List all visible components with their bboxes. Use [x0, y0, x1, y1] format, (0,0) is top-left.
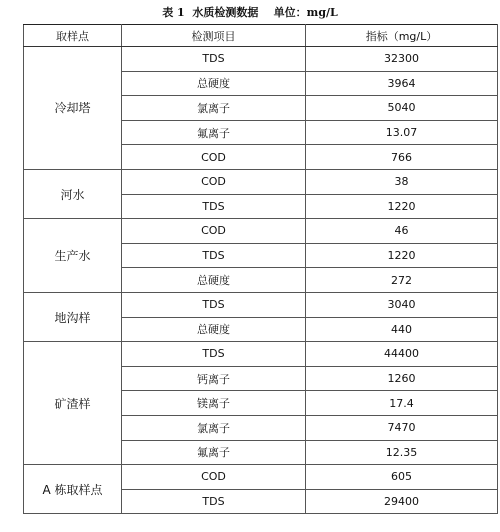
item-cell: COD: [122, 465, 306, 490]
site-cell: A 栋取样点: [24, 465, 122, 514]
item-cell: TDS: [122, 292, 306, 317]
item-cell: 镁离子: [122, 391, 306, 416]
value-cell: 13.07: [306, 120, 498, 145]
header-row: [24, 25, 498, 47]
item-cell: 总硬度: [122, 268, 306, 293]
value-cell: 44400: [306, 342, 498, 367]
value-cell: 440: [306, 317, 498, 342]
value-cell: 17.4: [306, 391, 498, 416]
header-item: 检测项目: [122, 25, 306, 47]
group-slag-sample: [24, 342, 498, 465]
table-header: [24, 25, 498, 47]
item-cell: COD: [122, 145, 306, 170]
item-cell: TDS: [122, 489, 306, 514]
value-cell: 1220: [306, 194, 498, 219]
table-row: [24, 219, 498, 244]
value-cell: 3040: [306, 292, 498, 317]
header-value: 指标（mg/L）: [306, 25, 498, 47]
site-cell: 地沟样: [24, 292, 122, 341]
header-site: 取样点: [24, 25, 122, 47]
site-cell: 冷却塔: [24, 47, 122, 170]
value-cell: 272: [306, 268, 498, 293]
item-cell: TDS: [122, 342, 306, 367]
site-cell: 生产水: [24, 219, 122, 293]
group-river-water: [24, 169, 498, 218]
item-cell: 氯离子: [122, 96, 306, 121]
item-cell: COD: [122, 219, 306, 244]
table-caption: 表 1 水质检测数据 单位：mg/L: [162, 6, 338, 19]
table-row: [24, 292, 498, 317]
value-cell: 1220: [306, 243, 498, 268]
site-cell: 河水: [24, 169, 122, 218]
water-quality-table: [23, 24, 498, 514]
value-cell: 32300: [306, 47, 498, 72]
site-cell: 矿渣样: [24, 342, 122, 465]
value-cell: 29400: [306, 489, 498, 514]
item-cell: TDS: [122, 47, 306, 72]
value-cell: 5040: [306, 96, 498, 121]
group-cooling-tower: [24, 47, 498, 170]
item-cell: 钙离子: [122, 366, 306, 391]
item-cell: 氯离子: [122, 415, 306, 440]
group-building-a-sample: [24, 465, 498, 514]
item-cell: COD: [122, 169, 306, 194]
value-cell: 1260: [306, 366, 498, 391]
value-cell: 605: [306, 465, 498, 490]
item-cell: 氟离子: [122, 120, 306, 145]
group-trench-sample: [24, 292, 498, 341]
table-row: [24, 169, 498, 194]
item-cell: 总硬度: [122, 71, 306, 96]
value-cell: 38: [306, 169, 498, 194]
value-cell: 12.35: [306, 440, 498, 465]
item-cell: 总硬度: [122, 317, 306, 342]
value-cell: 3964: [306, 71, 498, 96]
value-cell: 766: [306, 145, 498, 170]
value-cell: 46: [306, 219, 498, 244]
table-row: [24, 465, 498, 490]
item-cell: TDS: [122, 194, 306, 219]
item-cell: 氟离子: [122, 440, 306, 465]
table-row: [24, 342, 498, 367]
table-row: [24, 47, 498, 72]
item-cell: TDS: [122, 243, 306, 268]
group-production-water: [24, 219, 498, 293]
value-cell: 7470: [306, 415, 498, 440]
